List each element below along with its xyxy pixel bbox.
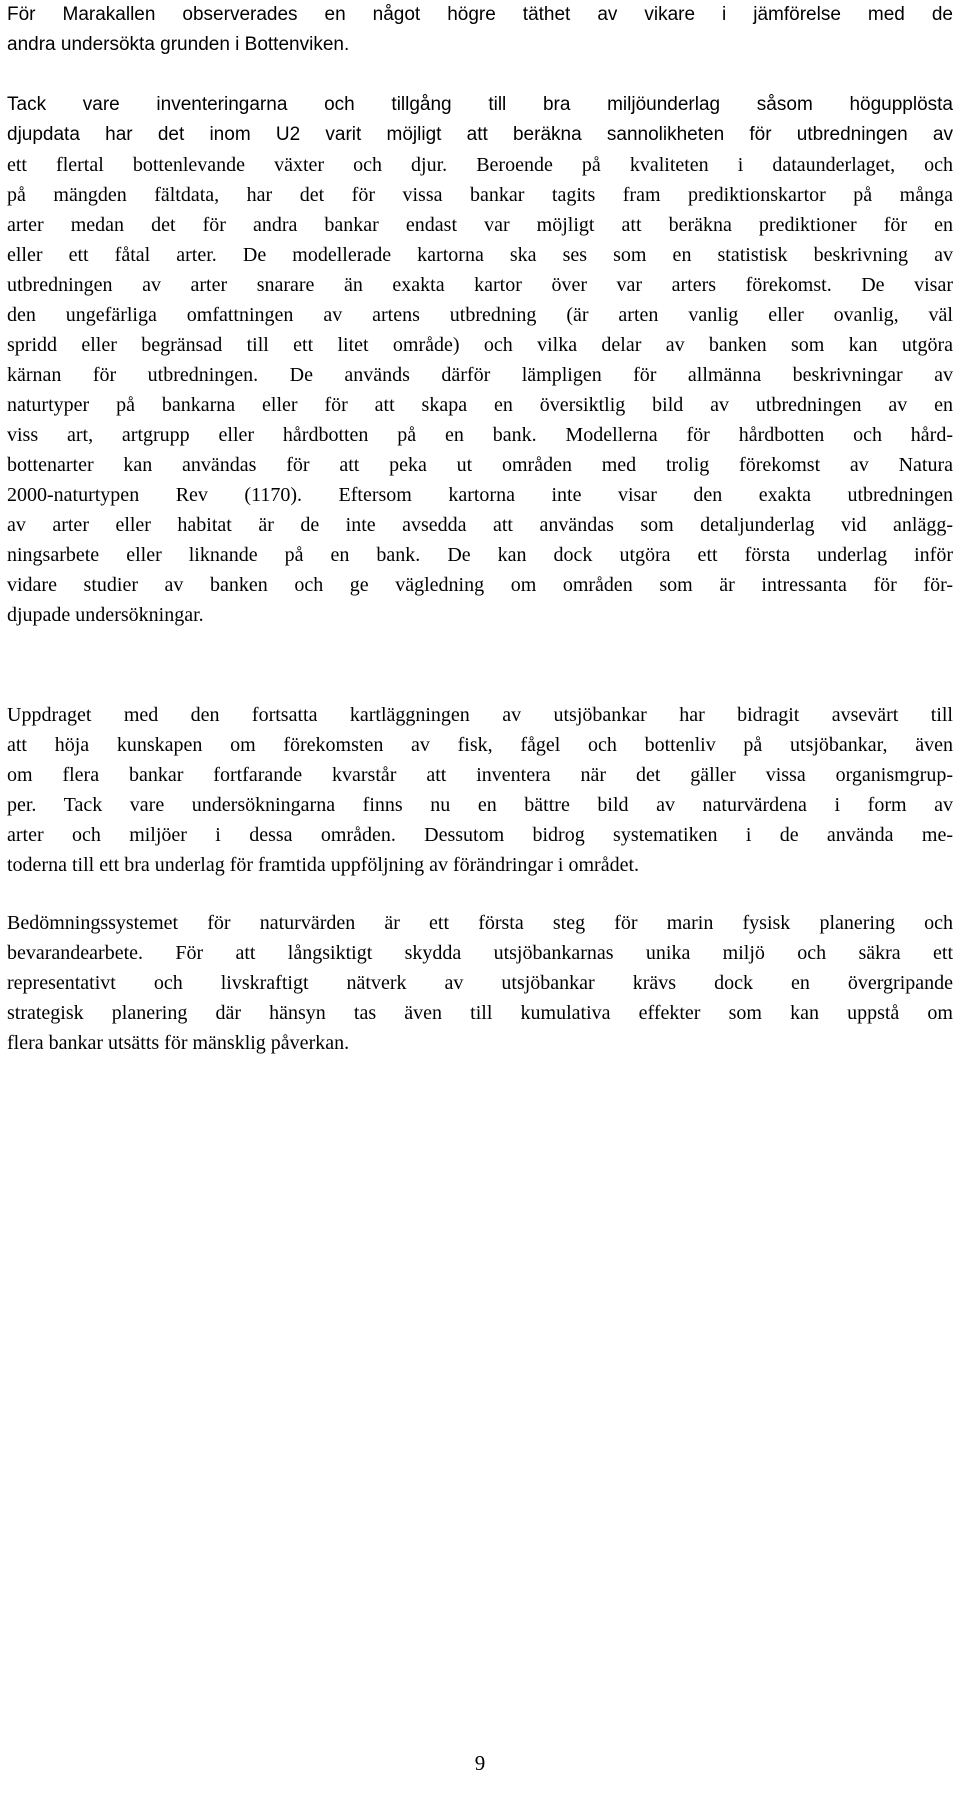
text-line: Bedömningssystemet för naturvärden är ett första steg för marin fysisk planering och — [7, 912, 953, 934]
text-line: ningsarbete eller liknande på en bank. De kan dock utgöra ett första underlag inför — [7, 544, 953, 566]
text-line: den ungefärliga omfattningen av artens utbredning (är arten vanlig eller ovanlig, väl — [7, 304, 953, 326]
text-line: av arter eller habitat är de inte avsedda att användas som detaljunderlag vid anlägg- — [7, 514, 953, 536]
text-line: 2000-naturtypen Rev (1170). Eftersom kartorna inte visar den exakta utbredningen — [7, 484, 953, 506]
text-line: Uppdraget med den fortsatta kartläggningen av utsjöbankar har bidragit avsevärt till — [7, 704, 953, 726]
text-line: arter medan det för andra bankar endast var möjligt att beräkna prediktioner för en — [7, 214, 953, 236]
text-line: bottenarter kan användas för att peka ut områden med trolig förekomst av Natura — [7, 454, 953, 476]
paragraph-marakallen — [7, 0, 953, 60]
text-line: ett flertal bottenlevande växter och djur. Beroende på kvaliteten i dataunderlaget, och — [7, 154, 953, 176]
text-line: naturtyper på bankarna eller för att skapa en översiktlig bild av utbredningen av en — [7, 394, 953, 416]
paragraph-assessment-system — [7, 908, 953, 1058]
text-line: bevarandearbete. För att långsiktigt skydda utsjöbankarnas unika miljö och säkra ett — [7, 942, 953, 964]
text-line: arter och miljöer i dessa områden. Dessutom bidrog systematiken i de använda me- — [7, 824, 953, 846]
paragraph-prediction-maps — [7, 90, 953, 630]
text-line: eller ett fåtal arter. De modellerade kartorna ska ses som en statistisk beskrivning av — [7, 244, 953, 266]
text-line: andra undersökta grunden i Bottenviken. — [7, 34, 350, 55]
text-line: djupdata har det inom U2 varit möjligt att beräkna sannolikheten för utbredningen av — [7, 124, 953, 145]
text-line: För Marakallen observerades en något högre täthet av vikare i jämförelse med de — [7, 4, 953, 25]
text-line: viss art, artgrupp eller hårdbotten på en bank. Modellerna för hårdbotten och hård- — [7, 424, 953, 446]
text-line: utbredningen av arter snarare än exakta kartor över var arters förekomst. De visar — [7, 274, 953, 296]
text-line: på mängden fältdata, har det för vissa bankar tagits fram prediktionskartor på många — [7, 184, 953, 206]
text-line: toderna till ett bra underlag för framtida uppföljning av förändringar i området. — [7, 854, 640, 876]
text-line: djupade undersökningar. — [7, 604, 204, 626]
text-line: strategisk planering där hänsyn tas även till kumulativa effekter som kan uppstå om — [7, 1002, 953, 1024]
text-line: kärnan för utbredningen. De används därför lämpligen för allmänna beskrivningar av — [7, 364, 953, 386]
text-line: Tack vare inventeringarna och tillgång till bra miljöunderlag såsom högupplösta — [7, 94, 953, 115]
text-line: per. Tack vare undersökningarna finns nu en bättre bild av naturvärdena i form av — [7, 794, 953, 816]
paragraph-assignment — [7, 700, 953, 880]
text-line: flera bankar utsätts för mänsklig påverkan. — [7, 1032, 350, 1054]
text-line: representativt och livskraftigt nätverk av utsjöbankar krävs dock en övergripande — [7, 972, 953, 994]
text-line: vidare studier av banken och ge vägledning om områden som är intressanta för för- — [7, 574, 953, 596]
text-line: spridd eller begränsad till ett litet område) och vilka delar av banken som kan utgöra — [7, 334, 953, 356]
page-number: 9 — [474, 1751, 486, 1775]
text-line: att höja kunskapen om förekomsten av fisk, fågel och bottenliv på utsjöbankar, även — [7, 734, 953, 756]
text-line: om flera bankar fortfarande kvarstår att inventera när det gäller vissa organismgrup- — [7, 764, 953, 786]
